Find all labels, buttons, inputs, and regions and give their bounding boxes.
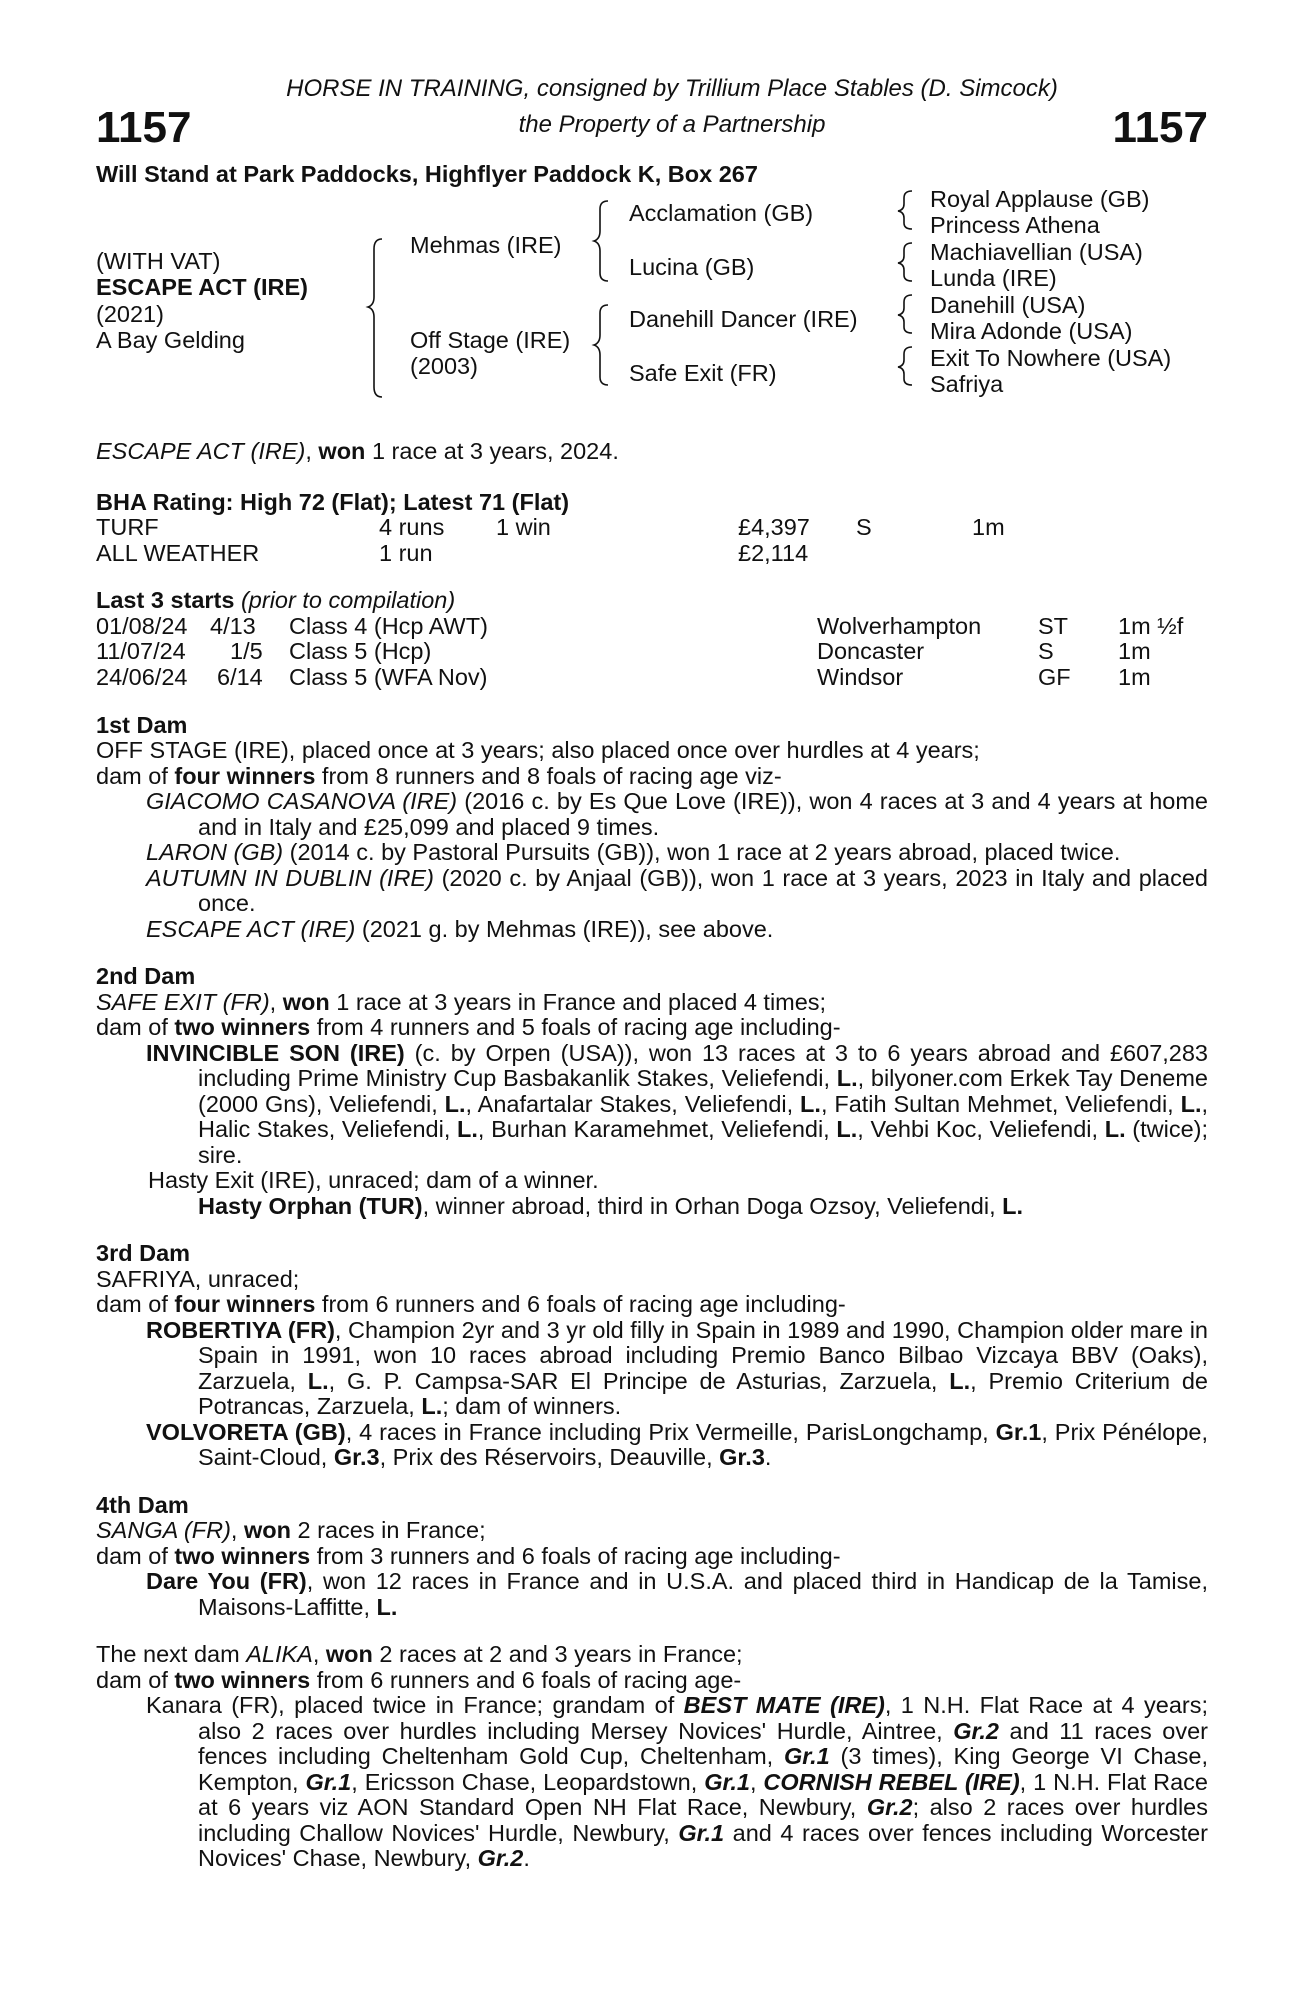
fourth-dam-produce: dam of two winners from 3 runners and 6 foals of racing age including- (96, 1542, 841, 1569)
vat-note: (WITH VAT) (96, 248, 221, 274)
catalogue-page (96, 76, 1208, 1872)
next-dam-summary: The next dam ALIKA, won 2 races at 2 and 3 years in France; (96, 1641, 743, 1667)
granddam-4: Safriya (930, 371, 1004, 397)
start-position: 4/13 (210, 612, 256, 639)
dam-dam: Safe Exit (FR) (629, 360, 777, 386)
second-dam-summary: SAFE EXIT (FR), won 1 race at 3 years in France and placed 4 times; (96, 988, 827, 1015)
sire: Mehmas (IRE) (410, 232, 562, 258)
start-going: S (1038, 638, 1054, 664)
progeny-entry: GIACOMO CASANOVA (IRE) (2016 c. by Es Que Love (IRE)), won 4 races at 3 and 4 years at home and in Italy and £25,099 and placed 9 times. (146, 788, 1208, 840)
start-distance: 1m (1118, 663, 1151, 690)
next-dam-produce: dam of two winners from 6 runners and 6 foals of racing age- (96, 1666, 742, 1693)
horse-year: (2021) (96, 301, 164, 327)
grandsire-2: Machiavellian (USA) (930, 239, 1143, 265)
bha-rating: BHA Rating: High 72 (Flat); Latest 71 (Flat) (96, 488, 570, 515)
grandsire-4: Exit To Nowhere (USA) (930, 345, 1172, 371)
horse-description: A Bay Gelding (96, 327, 245, 353)
rating-runs: 1 run (379, 539, 433, 566)
fourth-dam-summary: SANGA (FR), won 2 races in France; (96, 1517, 486, 1543)
rating-prize: £4,397 (738, 514, 810, 540)
grandsire-3: Danehill (USA) (930, 292, 1086, 318)
rating-table (96, 515, 1208, 566)
start-date: 01/08/24 (96, 612, 188, 639)
first-dam-summary: OFF STAGE (IRE), placed once at 3 years; also placed once over hurdles at 4 years; (96, 737, 980, 763)
start-course: Wolverhampton (817, 612, 982, 639)
start-date: 11/07/24 (96, 638, 186, 664)
start-course: Doncaster (817, 638, 925, 664)
sire-sire: Acclamation (GB) (629, 200, 814, 226)
dam-year: (2003) (410, 353, 478, 379)
rating-surface: ALL WEATHER (96, 539, 260, 566)
grandprogeny-entry: Hasty Orphan (TUR), winner abroad, third in Orhan Doga Ozsoy, Veliefendi, L. (198, 1192, 1024, 1219)
first-dam-title: 1st Dam (96, 711, 188, 738)
last-starts-table (96, 614, 1208, 691)
progeny-entry: LARON (GB) (2014 c. by Pastoral Pursuits (GB)), won 1 race at 2 years abroad, placed twice. (146, 839, 1121, 865)
horse-name: ESCAPE ACT (IRE) (96, 274, 308, 300)
property-line: the Property of a Partnership (518, 110, 826, 138)
third-dam-summary: SAFRIYA, unraced; (96, 1265, 300, 1292)
progeny-entry: ESCAPE ACT (IRE) (2021 g. by Mehmas (IRE)), see above. (146, 915, 774, 942)
start-going: ST (1038, 612, 1069, 639)
start-distance: 1m ½f (1118, 612, 1184, 639)
sire-dam: Lucina (GB) (629, 254, 755, 280)
progeny-entry: ROBERTIYA (FR), Champion 2yr and 3 yr old filly in Spain in 1989 and 1990, Champion older mare in Spain in 1991, won 10 races abroad including Premio Banco Bilbao Vizcaya BBV (Oaks), Zarzuela, L., G. P. Campsa-SAR El Principe de Asturias, Zarzuela, L., Premio Criterium de Potrancas, Zarzuela, L.; dam of winners. (146, 1316, 1208, 1419)
last-starts-title: Last 3 starts (prior to compilation) (96, 587, 456, 613)
lot-number-right: 1157 (1112, 102, 1208, 152)
third-dam-produce: dam of four winners from 6 runners and 6 foals of racing age including- (96, 1291, 846, 1317)
second-dam-produce: dam of two winners from 4 runners and 5 foals of racing age including- (96, 1014, 841, 1040)
start-date: 24/06/24 (96, 663, 188, 690)
start-distance: 1m (1118, 638, 1151, 664)
consignment-line: HORSE IN TRAINING, consigned by Trillium Place Stables (D. Simcock) (286, 75, 1058, 102)
start-position: 6/14 (217, 663, 263, 690)
progeny-entry: AUTUMN IN DUBLIN (IRE) (2020 c. by Anjaal (GB)), won 1 race at 3 years, 2023 in Italy and placed once. (146, 864, 1208, 916)
rating-wins: 1 win (496, 514, 551, 540)
second-dam-title: 2nd Dam (96, 963, 196, 989)
dam-sire: Danehill Dancer (IRE) (629, 306, 858, 332)
progeny-entry: INVINCIBLE SON (IRE) (c. by Orpen (USA)), won 13 races at 3 to 6 years abroad and £607,283 including Prime Ministry Cup Basbakanlik Stakes, Veliefendi, L., bilyoner.com Erkek Tay Deneme (2000 Gns), Veliefendi, L., Anafartalar Stakes, Veliefendi, L., Fatih Sultan Mehmet, Veliefendi, L., Halic Stakes, Veliefendi, L., Burhan Karamehmet, Veliefendi, L., Vehbi Koc, Veliefendi, L. (twice); sire. (146, 1039, 1209, 1168)
stand-location: Will Stand at Park Paddocks, Highflyer Paddock K, Box 267 (96, 160, 758, 187)
progeny-entry: VOLVORETA (GB), 4 races in France including Prix Vermeille, ParisLongchamp, Gr.1, Prix Pénélope, Saint-Cloud, Gr.3, Prix des Réservoirs, Deauville, Gr.3. (146, 1418, 1208, 1470)
progeny-entry: Kanara (FR), placed twice in France; grandam of BEST MATE (IRE), 1 N.H. Flat Race at 4 years; also 2 races over hurdles including Mersey Novices' Hurdle, Aintree, Gr.2 and 11 races over fences including Cheltenham Gold Cup, Cheltenham, Gr.1 (3 times), King George VI Chase, Kempton, Gr.1, Ericsson Chase, Leopardstown, Gr.1, CORNISH REBEL (IRE), 1 N.H. Flat Race at 6 years viz AON Standard Open NH Flat Race, Newbury, Gr.2; also 2 races over hurdles including Challow Novices' Hurdle, Newbury, Gr.1 and 4 races over fences including Worcester Novices' Chase, Newbury, Gr.2. (146, 1692, 1209, 1871)
fourth-dam-title: 4th Dam (96, 1491, 189, 1518)
progeny-entry: Hasty Exit (IRE), unraced; dam of a winner. (148, 1167, 599, 1193)
race-summary: ESCAPE ACT (IRE), won 1 race at 3 years, 2024. (96, 438, 619, 464)
progeny-entry: Dare You (FR), won 12 races in France and in U.S.A. and placed third in Handicap de la Tamise, Maisons-Laffitte, L. (146, 1568, 1208, 1620)
rating-distance: 1m (972, 514, 1005, 540)
rating-prize: £2,114 (738, 539, 809, 566)
first-dam-produce: dam of four winners from 8 runners and 8 foals of racing age viz- (96, 762, 782, 789)
start-position: 1/5 (230, 638, 263, 664)
start-course: Windsor (817, 663, 904, 690)
rating-surface: TURF (96, 514, 159, 540)
pedigree-table (96, 187, 1208, 417)
dam: Off Stage (IRE) (410, 327, 571, 353)
third-dam-title: 3rd Dam (96, 1240, 191, 1266)
rating-going: S (856, 514, 872, 540)
granddam-2: Lunda (IRE) (930, 265, 1057, 291)
granddam-3: Mira Adonde (USA) (930, 318, 1133, 344)
start-class: Class 5 (Hcp) (289, 638, 432, 664)
start-going: GF (1038, 663, 1071, 690)
rating-runs: 4 runs (379, 514, 445, 540)
grandsire-1: Royal Applause (GB) (930, 186, 1150, 212)
granddam-1: Princess Athena (930, 212, 1100, 238)
lot-number-left: 1157 (96, 102, 192, 152)
start-class: Class 4 (Hcp AWT) (289, 612, 488, 639)
start-class: Class 5 (WFA Nov) (289, 663, 488, 690)
lot-header (96, 102, 1208, 154)
